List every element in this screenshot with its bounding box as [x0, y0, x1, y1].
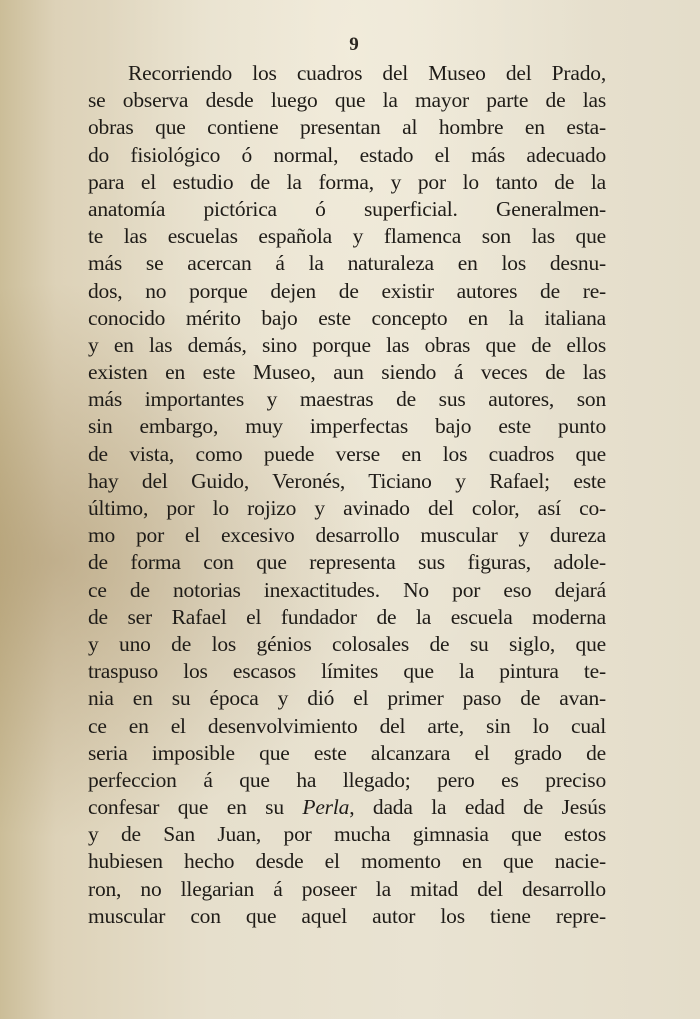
text-line: Recorriendo los cuadros del Museo del Prado,: [128, 61, 606, 85]
text-line: más importantes y maestras de sus autores, son: [88, 387, 606, 412]
text-line: hay del Guido, Veronés, Ticiano y Rafael; este: [88, 468, 606, 493]
text-line: nia en su época y dió el primer paso de avan-: [88, 686, 606, 711]
text-line: y uno de los génios colosales de su siglo, que: [88, 631, 606, 656]
text-line: traspuso los escasos límites que la pintura te-: [88, 659, 606, 684]
body-paragraph: [88, 60, 606, 930]
text-line: y en las demás, sino porque las obras que de ellos: [88, 332, 606, 357]
text-line: y de San Juan, por mucha gimnasia que estos: [88, 822, 606, 847]
text-line: perfeccion á que ha llegado; pero es preciso: [88, 767, 606, 792]
text-line: se observa desde luego que la mayor parte de las: [88, 88, 606, 113]
text-line: sin embargo, muy imperfectas bajo este punto: [88, 414, 606, 439]
text-line: obras que contiene presentan al hombre en esta-: [88, 115, 606, 140]
text-line: mo por el excesivo desarrollo muscular y dureza: [88, 523, 606, 548]
text-line-with-italic: [88, 794, 606, 821]
text-line: dos, no porque dejen de existir autores de re-: [88, 278, 606, 303]
text-line: para el estudio de la forma, y por lo tanto de la: [88, 169, 606, 194]
text-line: ron, no llegarian á poseer la mitad del desarrollo: [88, 876, 606, 901]
text-fragment: confesar que en su: [88, 795, 303, 820]
italic-title: Perla: [302, 795, 350, 820]
text-line: de forma con que representa sus figuras, adole-: [88, 550, 606, 575]
text-line: último, por lo rojizo y avinado del color, así co-: [88, 496, 606, 520]
text-line: ce de notorias inexactitudes. No por eso dejará: [88, 577, 606, 602]
text-line: muscular con que aquel autor los tiene repre-: [88, 903, 606, 928]
text-line: más se acercan á la naturaleza en los desnu-: [88, 251, 606, 276]
text-line: te las escuelas española y flamenca son las que: [88, 224, 606, 249]
text-line: de ser Rafael el fundador de la escuela moderna: [88, 604, 606, 629]
text-line: seria imposible que este alcanzara el grado de: [88, 740, 606, 765]
text-fragment: , dada la edad de Jesús: [349, 795, 606, 820]
text-line: do fisiológico ó normal, estado el más adecuado: [88, 142, 606, 167]
text-line: existen en este Museo, aun siendo á veces de las: [88, 360, 606, 385]
text-line: ce en el desenvolvimiento del arte, sin lo cual: [88, 713, 606, 738]
text-line: conocido mérito bajo este concepto en la italiana: [88, 305, 606, 330]
text-line: de vista, como puede verse en los cuadros que: [88, 441, 606, 466]
text-line: anatomía pictórica ó superficial. Generalmen-: [88, 196, 606, 221]
text-line: hubiesen hecho desde el momento en que nacie-: [88, 849, 606, 874]
page-number: 9: [349, 34, 359, 55]
